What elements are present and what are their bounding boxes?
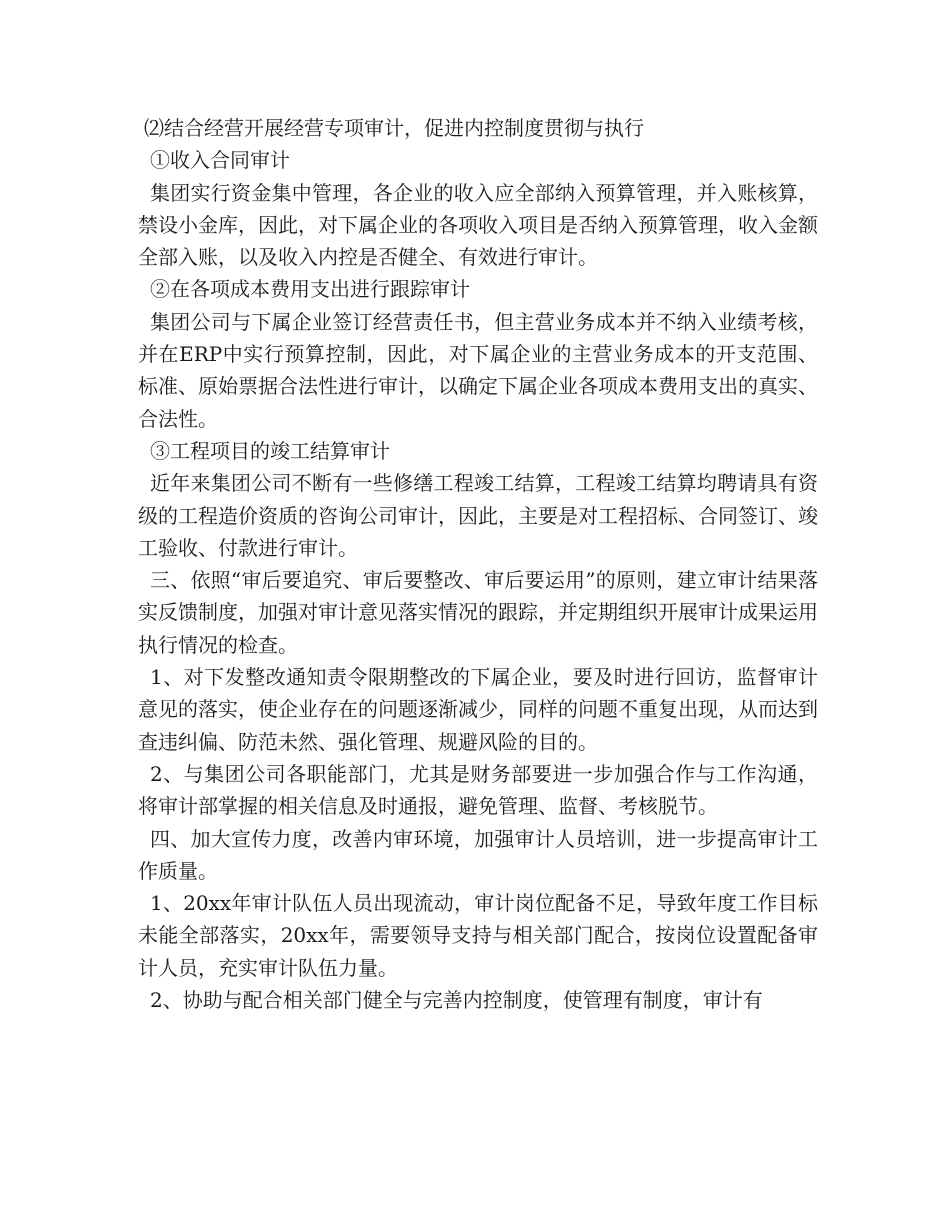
paragraph-cost-audit: 集团公司与下属企业签订经营责任书，但主营业务成本并不纳入业绩考核，并在ERP中实行预算控制，因此，对下属企业的主营业务成本的开支范围、标准、原始票据合法性进行审计，以确定下属企业各项成本费用支出的真实、合法性。 xyxy=(138,309,818,431)
section-four: 四、加大宣传力度，改善内审环境，加强审计人员培训，进一步提高审计工作质量。 xyxy=(138,826,818,883)
subheading-revenue-contract-audit: ①收入合同审计 xyxy=(150,148,290,173)
subheading-project-settlement-audit: ③工程项目的竣工结算审计 xyxy=(150,438,390,463)
paragraph-rectification-followup: 1、对下发整改通知责令限期整改的下属企业，要及时进行回访，监督审计意见的落实，使企业存在的问题逐渐减少，同样的问题不重复出现，从而达到查违纠偏、防范未然、强化管理、规避风险的目的。 xyxy=(138,665,818,754)
subheading-cost-tracking-audit: ②在各项成本费用支出进行跟踪审计 xyxy=(150,277,470,302)
paragraph-revenue-audit: 集团实行资金集中管理，各企业的收入应全部纳入预算管理，并入账核算，禁设小金库，因此，对下属企业的各项收入项目是否纳入预算管理，收入金额全部入账，以及收入内控是否健全、有效进行审计。 xyxy=(138,180,818,270)
document-body xyxy=(138,112,818,1016)
paragraph-staffing: 1、20xx年审计队伍人员出现流动，审计岗位配备不足，导致年度工作目标未能全部落实，20xx年，需要领导支持与相关部门配合，按岗位设置配备审计人员，充实审计队伍力量。 xyxy=(138,891,818,980)
paragraph-project-audit: 近年来集团公司不断有一些修缮工程竣工结算，工程竣工结算均聘请具有资级的工程造价资质的咨询公司审计，因此，主要是对工程招标、合同签订、竣工验收、付款进行审计。 xyxy=(138,471,818,560)
section-heading-2: ⑵结合经营开展经营专项审计，促进内控制度贯彻与执行 xyxy=(144,116,644,140)
section-three: 三、依照“审后要追究、审后要整改、审后要运用”的原则，建立审计结果落实反馈制度，加强对审计意见落实情况的跟踪，并定期组织开展审计成果运用执行情况的检查。 xyxy=(138,568,818,657)
paragraph-department-cooperation: 2、与集团公司各职能部门，尤其是财务部要进一步加强合作与工作沟通，将审计部掌握的相关信息及时通报，避免管理、监督、考核脱节。 xyxy=(138,761,818,819)
paragraph-internal-control: 2、协助与配合相关部门健全与完善内控制度，使管理有制度，审计有 xyxy=(150,988,763,1013)
